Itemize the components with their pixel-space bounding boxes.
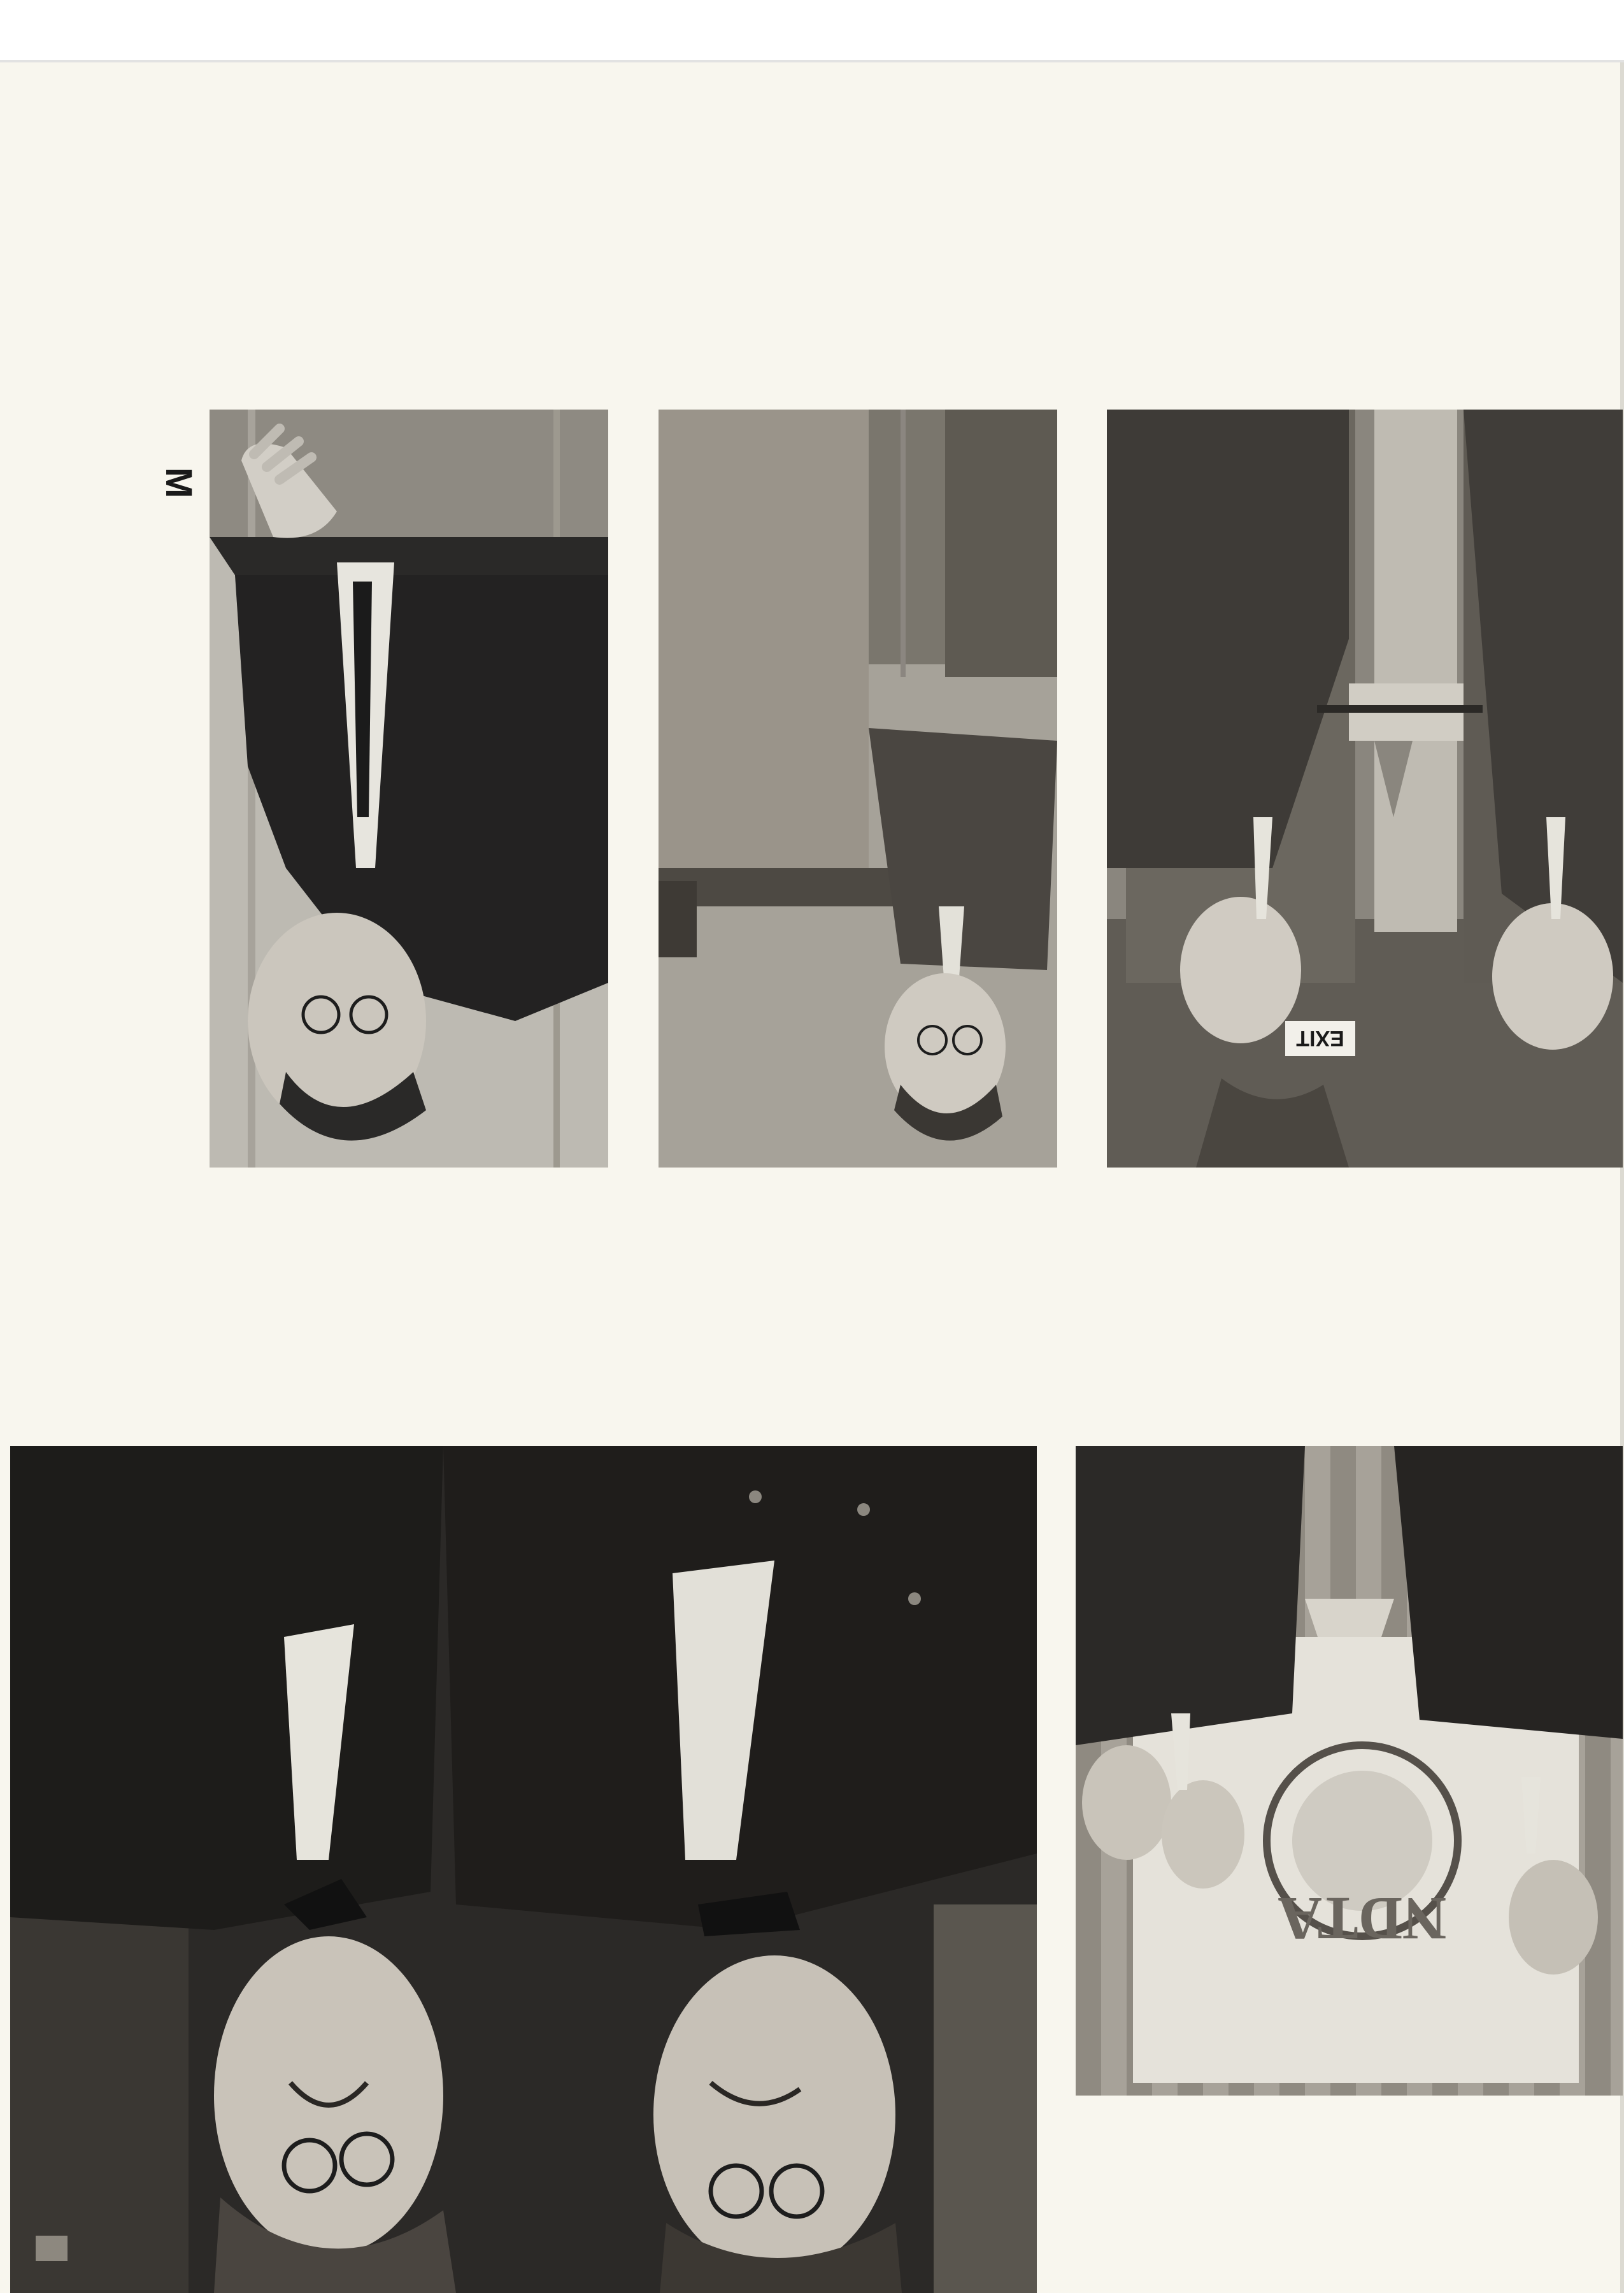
photo-speaker-at-lectern bbox=[659, 410, 1057, 1168]
exit-sign: EXIT bbox=[1296, 1026, 1344, 1050]
scan-top-margin bbox=[0, 0, 1624, 62]
section-mark: M bbox=[158, 467, 199, 499]
banner-text: NDTA bbox=[1278, 1885, 1447, 1953]
photo-two-men-bow-ties bbox=[10, 1446, 1037, 2293]
photo-speaker-hand-raised bbox=[210, 410, 608, 1168]
photo-model-plane-presentation bbox=[1107, 410, 1623, 1168]
scan-edge-line bbox=[0, 60, 1624, 62]
photo-handshake-banner bbox=[1076, 1446, 1623, 2096]
